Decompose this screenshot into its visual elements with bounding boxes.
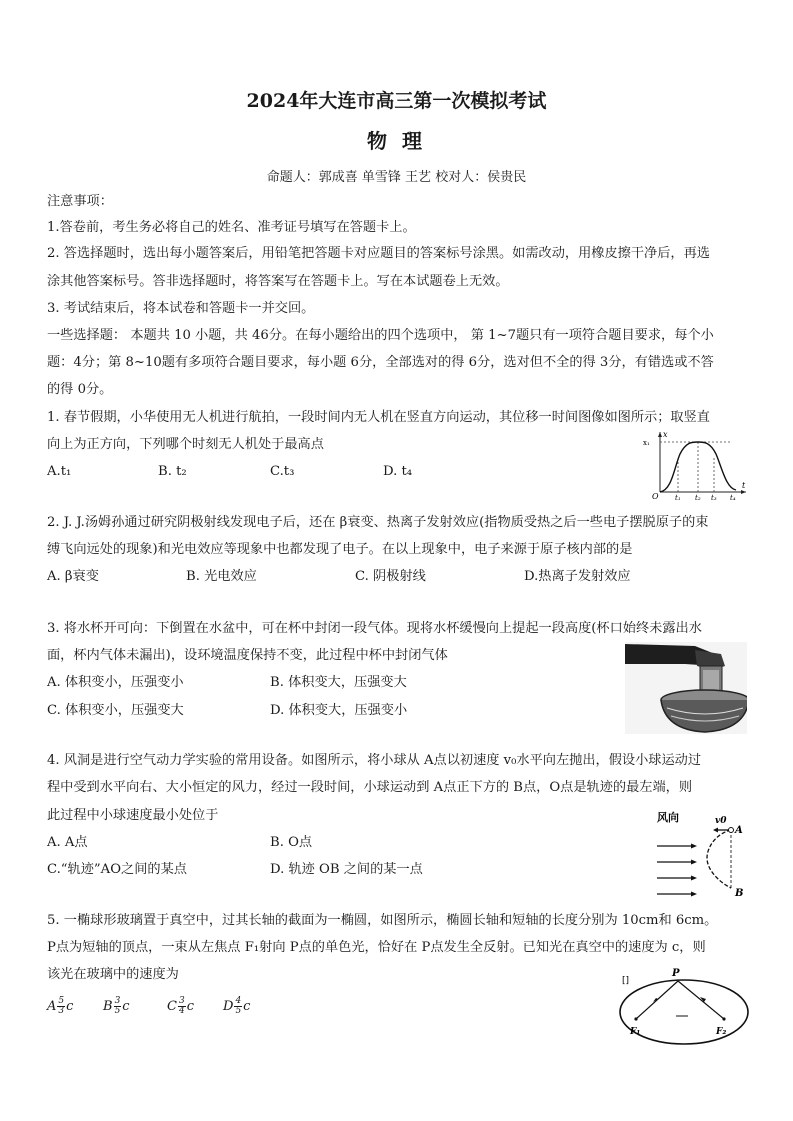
q4-option-d: D. 轨迹 OB 之间的某一点: [270, 862, 423, 877]
q5-option-a-unit: c: [66, 999, 74, 1014]
q3-option-a: A. 体积变小，压强变小: [47, 675, 184, 690]
q5-option-c-unit: c: [186, 999, 194, 1014]
q5-option-c-num: 3: [178, 996, 185, 1006]
q5-option-b-letter: B: [103, 999, 113, 1014]
q5-option-a-fraction: [57, 997, 65, 1016]
q5-focus-f2: [722, 1017, 725, 1020]
q5-stem-line-1: 5. 一椭球形玻璃置于真空中，过其长轴的截面为一椭圆，如图所示，椭圆长轴和短轴的长度分别为 10cm和 6cm。: [47, 913, 718, 928]
q2-option-d: D.热离子发射效应: [524, 569, 631, 584]
q1-x-axis-arrow: [658, 432, 662, 437]
q4-stem-line-1: 4. 风洞是进行空气动力学实验的常用设备。如图所示，将小球从 A点以初速度 v₀水平向左抛出，假设小球运动过: [47, 753, 702, 768]
q1-t-axis-arrow: [741, 490, 746, 494]
q5-ellipse-diagram: [616, 964, 752, 1050]
q5-option-b-unit: c: [122, 999, 130, 1014]
q5-option-c-den: 4: [178, 1006, 185, 1016]
q5-option-a: [47, 997, 73, 1016]
notes-heading: 注意事项：: [47, 194, 113, 209]
q5-option-a-num: 5: [58, 996, 65, 1006]
q1-x1-label: x₁: [643, 439, 650, 447]
q4-wind-label: 风向: [657, 811, 679, 824]
q5-reflected-ray: [678, 981, 724, 1019]
note-1: 1.答卷前，考生务必将自己的姓名、准考证号填写在答题卡上。: [47, 220, 416, 235]
q1-stem-line-1: 1. 春节假期，小华使用无人机进行航拍，一段时间内无人机在竖直方向运动，其位移一时间图像如图所示；取竖直: [47, 410, 710, 425]
exam-title: 2024年大连市高三第一次模拟考试: [246, 90, 547, 112]
q5-stem-line-3: 该光在玻璃中的速度为: [47, 967, 179, 982]
note-2-line-2: 涂其他答案标号。答非选择题时，将答案写在答题卡上。写在本试题卷上无效。: [47, 274, 509, 289]
q4-stem-line-3: 此过程中小球速度最小处位于: [47, 808, 219, 823]
q4-point-a-label: A: [735, 825, 743, 836]
author-line: 命题人：郭成喜 单雪锋 王艺 校对人：侯贵民: [266, 170, 527, 185]
q4-stem-line-2: 程中受到水平向右、大小恒定的风力，经过一段时间，小球运动到 A点正下方的 B点，O点是轨迹的最左端，则: [47, 780, 693, 795]
q1-origin-label: O: [652, 492, 659, 500]
q1-t1-label: t₁: [675, 494, 681, 500]
q2-option-a: A. β衰变: [47, 569, 99, 584]
q5-option-d-fraction: [234, 997, 242, 1016]
q1-displacement-time-graph: [640, 428, 750, 500]
q2-option-b: B. 光电效应: [186, 569, 257, 584]
q1-option-a: A.t₁: [47, 464, 72, 479]
q5-point-p-label: P: [672, 968, 680, 979]
q5-stem-line-2: P点为短轴的顶点，一束从左焦点 F₁射向 P点的单色光，恰好在 P点发生全反射。已知光在真空中的速度为 c，则: [47, 940, 706, 955]
q4-v0-arrowhead: [713, 828, 718, 833]
q1-option-d: D. t₄: [383, 464, 413, 479]
q2-stem-line-2: 缚飞向远处的现象)和光电效应等现象中也都发现了电子。在以上现象中，电子来源于原子核内部的是: [47, 542, 633, 557]
q4-point-b-label: B: [735, 888, 744, 899]
q4-wind-tunnel-diagram: [655, 808, 755, 900]
q5-option-d-num: 4: [235, 996, 242, 1006]
note-2-line-1: 2. 答选择题时，选出每小题答案后，用铅笔把答题卡对应题目的答案标号涂黑。如需改动，用橡皮擦干净后，再选: [47, 246, 710, 261]
q1-t4-label: t₄: [730, 494, 736, 500]
q4-ball: [729, 828, 734, 833]
q4-v0-label: v0: [715, 816, 727, 826]
q5-incident-ray: [636, 981, 678, 1019]
section-intro-line-2: 题：4分；第 8~10题有多项符合题目要求，每小题 6分，全部选对的得 6分，选对但不全的得 3分，有错选或不答: [47, 355, 714, 370]
q3-stem-line-1: 3. 将水杯开可向：下倒置在水盆中，可在杯中封闭一段气体。现将水杯缓慢向上提起一段高度(杯口始终未露出水: [47, 621, 702, 636]
subject-title: 物 理: [367, 129, 426, 153]
q5-option-c-letter: C: [167, 999, 177, 1014]
q4-wind-arrowhead-1: [691, 844, 697, 849]
note-3: 3. 考试结束后，将本试卷和答题卡一并交回。: [47, 301, 315, 316]
q5-option-b-fraction: [114, 997, 122, 1016]
q1-option-b: B. t₂: [158, 464, 187, 479]
q5-option-a-den: 3: [58, 1006, 65, 1016]
q5-option-b-num: 3: [114, 996, 121, 1006]
q5-option-d-unit: c: [243, 999, 251, 1014]
q3-option-c: C. 体积变小，压强变大: [47, 703, 184, 718]
q3-option-b: B. 体积变大，压强变大: [270, 675, 407, 690]
q2-stem-line-1: 2. J. J.汤姆孙通过研究阴极射线发现电子后，还在 β衰变、热离子发射效应(指物质受热之后一些电子摆脱原子的束: [47, 515, 709, 530]
q5-option-a-letter: A: [47, 999, 57, 1014]
q1-t3-label: t₃: [711, 494, 717, 500]
q4-wind-arrowhead-2: [691, 860, 697, 865]
q5-focus-f1: [634, 1017, 637, 1020]
q5-option-d-den: 5: [235, 1006, 242, 1016]
q5-corner-mark: []: [622, 976, 630, 986]
q4-wind-arrowhead-4: [691, 892, 697, 897]
q4-trajectory: [707, 830, 731, 888]
q1-y-label: x: [663, 430, 668, 439]
section-intro-line-3: 的得 0分。: [47, 382, 113, 397]
q5-option-c-fraction: [178, 997, 186, 1016]
q4-wind-arrowhead-3: [691, 876, 697, 881]
q1-stem-line-2: 向上为正方向，下列哪个时刻无人机处于最高点: [47, 437, 324, 452]
q4-option-a: A. A点: [47, 835, 88, 850]
q5-option-d-letter: D: [223, 999, 234, 1014]
q1-option-c: C.t₃: [270, 464, 295, 479]
q3-option-d: D. 体积变大，压强变小: [270, 703, 408, 718]
q4-option-b: B. O点: [270, 835, 313, 850]
q5-option-d: [223, 997, 250, 1016]
q5-f2-label: F₂: [716, 1027, 727, 1037]
q4-option-c: C.“轨迹”AO之间的某点: [47, 862, 187, 877]
q5-option-b-den: 5: [114, 1006, 121, 1016]
q3-stem-line-2: 面，杯内气体未漏出)，设环境温度保持不变，此过程中杯中封闭气体: [47, 648, 448, 663]
q1-t-label: t: [742, 481, 746, 490]
q3-cup-in-basin-photo: [625, 642, 747, 734]
q1-t2-label: t₂: [695, 494, 701, 500]
q2-option-c: C. 阴极射线: [355, 569, 426, 584]
q5-option-b: [103, 997, 130, 1016]
q5-f1-label: F₁: [630, 1027, 641, 1037]
section-intro-line-1: 一些选择题： 本题共 10 小题，共 46分。在每小题给出的四个选项中， 第 1~7题只有一项符合题目要求，每个小: [47, 328, 714, 343]
q5-option-c: [167, 997, 194, 1016]
